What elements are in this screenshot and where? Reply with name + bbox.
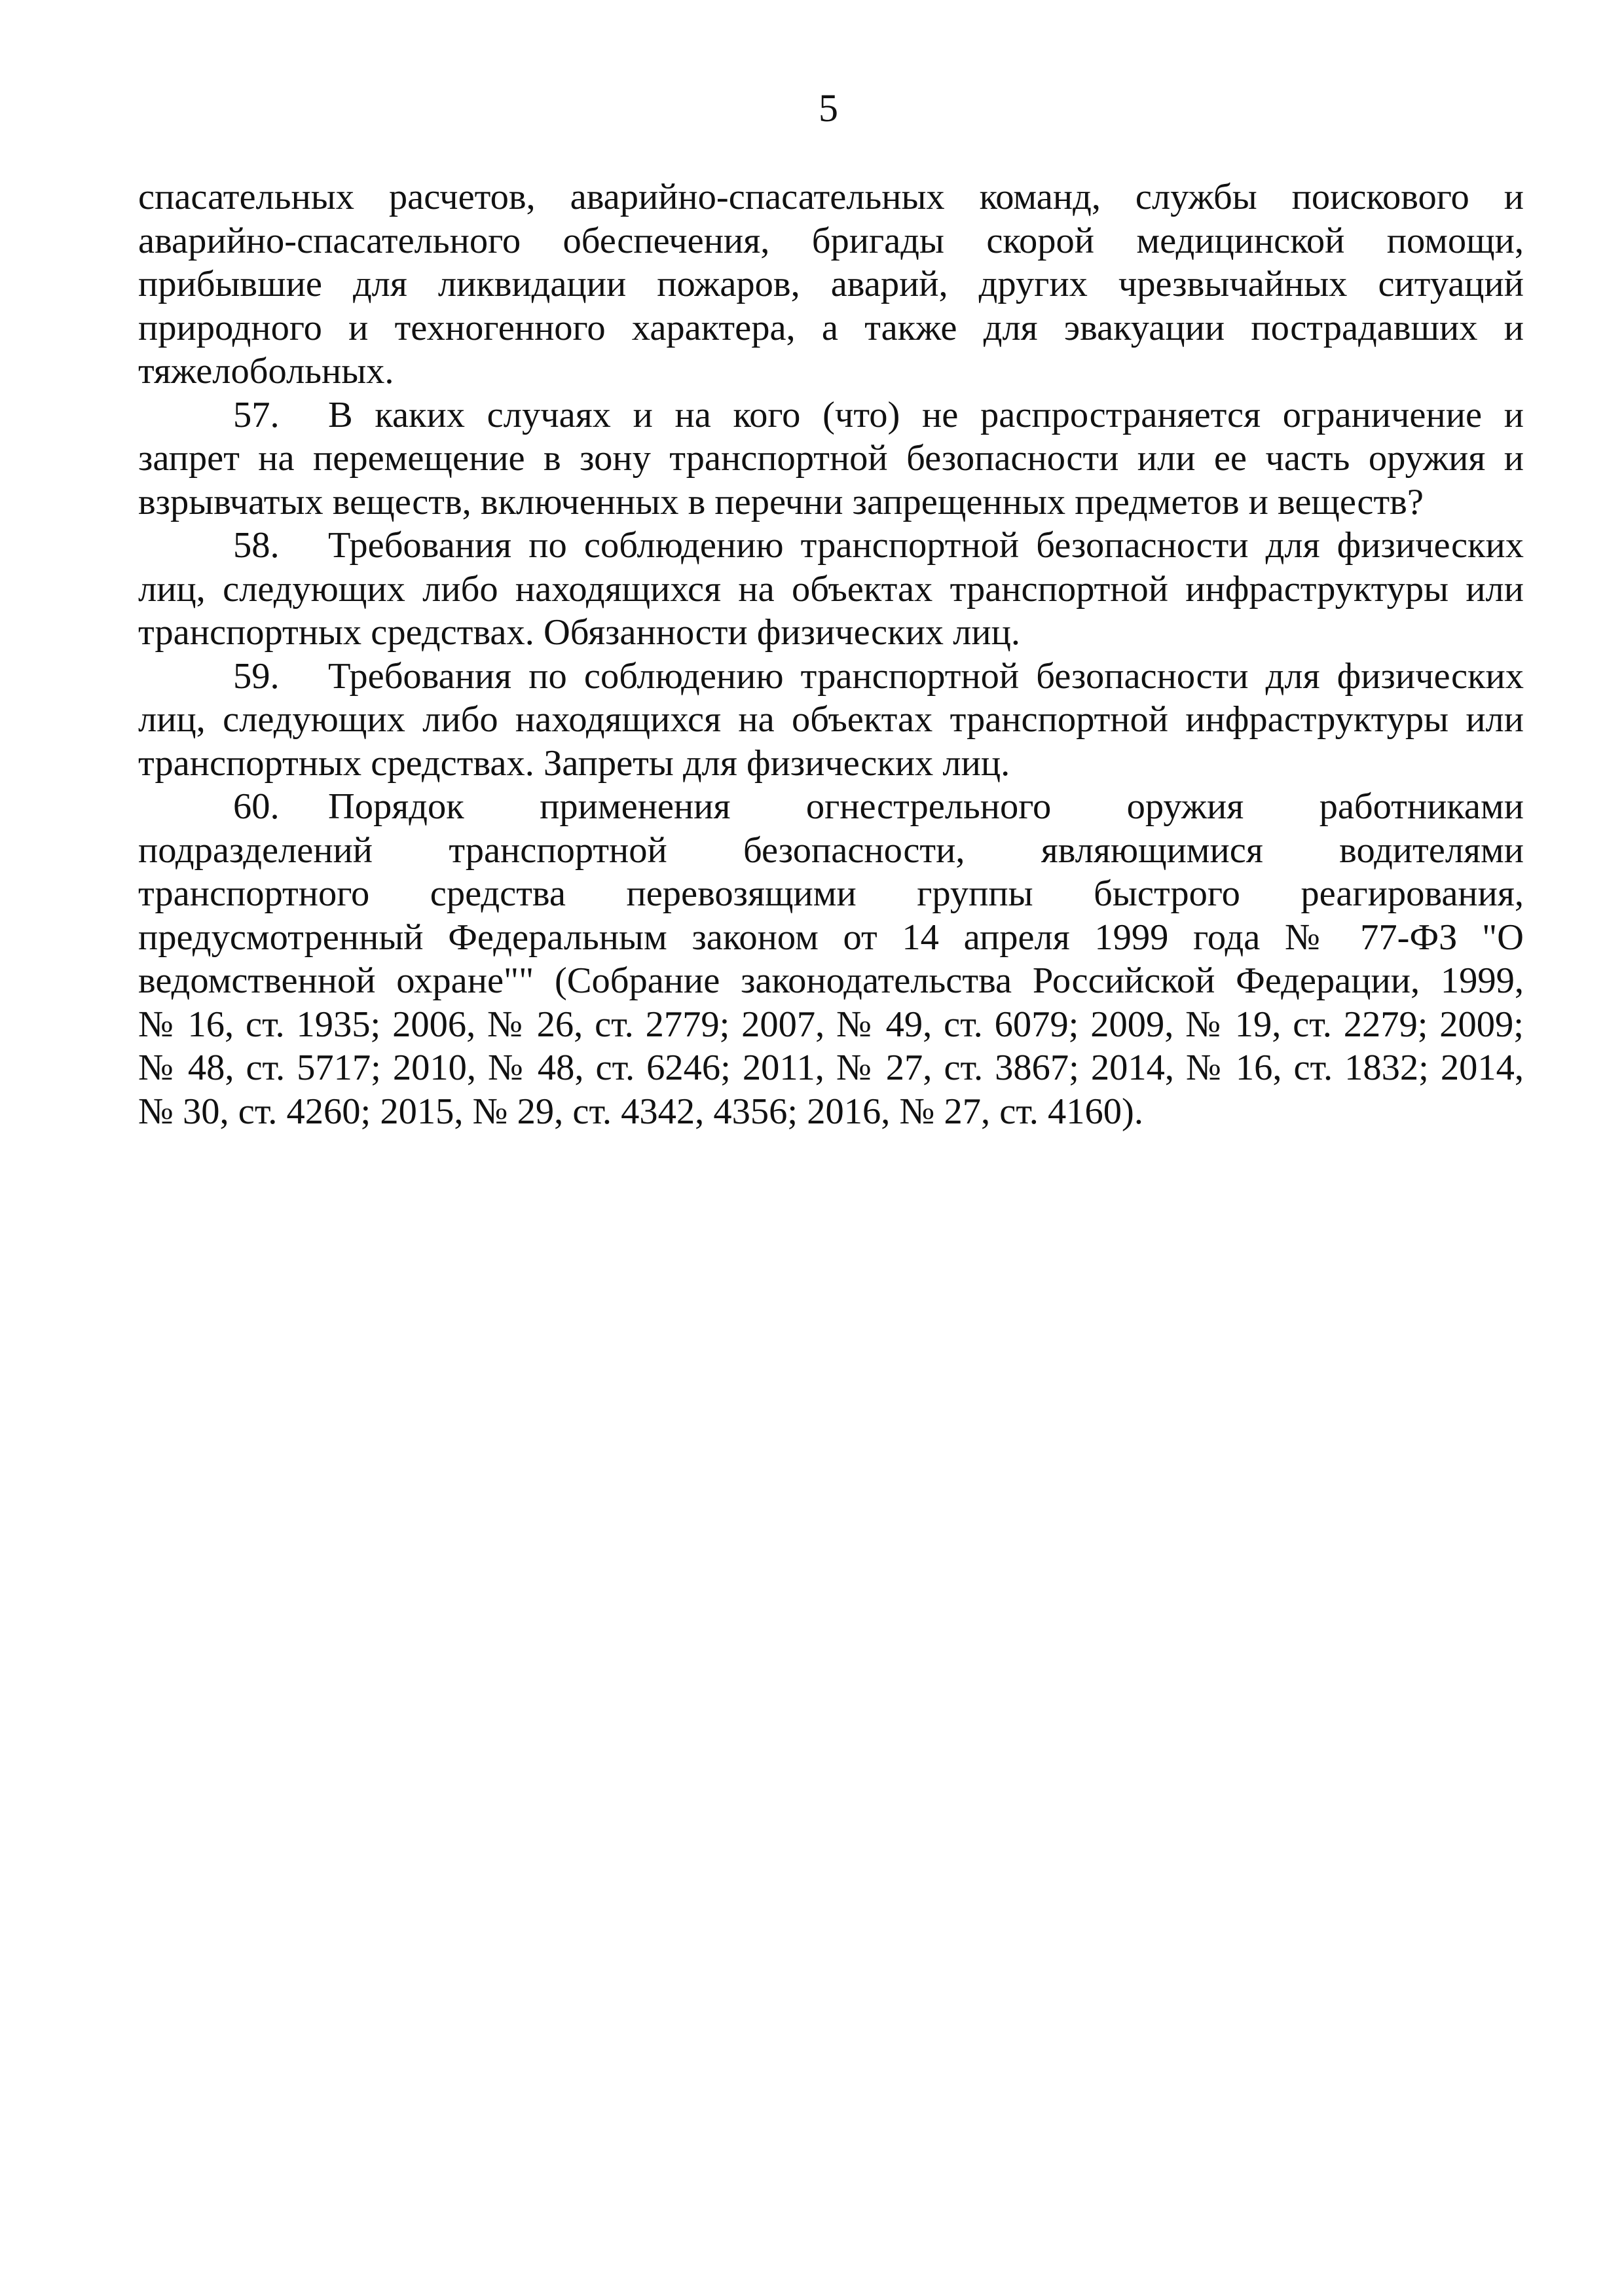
item-text: Порядок применения огнестрельного оружия работниками [328, 786, 1524, 827]
item-number: 58. [233, 525, 280, 566]
item-text: В каких случаях и на кого (что) не распространяется ограничение и [328, 394, 1524, 435]
document-body [138, 175, 1524, 1133]
text-line: спасательных расчетов, аварийно-спасательных команд, службы поискового и [138, 177, 1524, 217]
text-line: № 48, ст. 5717; 2010, № 48, ст. 6246; 2011, № 27, ст. 3867; 2014, № 16, ст. 1832; 2014, [138, 1048, 1524, 1088]
paragraph-59 [138, 655, 1524, 786]
text-line: лиц, следующих либо находящихся на объектах транспортной инфраструктуры или [138, 699, 1524, 740]
text-line [138, 524, 1524, 568]
item-number: 60. [233, 786, 280, 827]
paragraph-57 [138, 393, 1524, 524]
text-line: ведомственной охране"" (Собрание законодательства Российской Федерации, 1999, [138, 960, 1524, 1001]
text-line: № 16, ст. 1935; 2006, № 26, ст. 2779; 2007, № 49, ст. 6079; 2009, № 19, ст. 2279; 2009; [138, 1004, 1524, 1045]
item-number: 59. [233, 655, 280, 697]
text-line [138, 655, 1524, 699]
text-line: транспортных средствах. Запреты для физических лиц. [138, 742, 1010, 784]
text-line: взрывчатых веществ, включенных в перечни запрещенных предметов и веществ? [138, 481, 1424, 522]
item-text: Требования по соблюдению транспортной безопасности для физических [328, 525, 1524, 566]
item-number: 57. [233, 394, 280, 435]
text-line [138, 393, 1524, 437]
item-text: Требования по соблюдению транспортной безопасности для физических [328, 655, 1524, 697]
text-line: запрет на перемещение в зону транспортной безопасности или ее часть оружия и [138, 438, 1524, 479]
text-line: транспортных средствах. Обязанности физических лиц. [138, 612, 1020, 653]
text-line: № 30, ст. 4260; 2015, № 29, ст. 4342, 4356; 2016, № 27, ст. 4160). [138, 1091, 1143, 1132]
text-line: аварийно-спасательного обеспечения, бригады скорой медицинской помощи, [138, 220, 1524, 261]
text-line: прибывшие для ликвидации пожаров, аварий, других чрезвычайных ситуаций [138, 264, 1524, 304]
paragraph-58 [138, 524, 1524, 655]
text-line: транспортного средства перевозящими группы быстрого реагирования, [138, 873, 1524, 914]
paragraph-60 [138, 785, 1524, 1133]
text-line: лиц, следующих либо находящихся на объектах транспортной инфраструктуры или [138, 568, 1524, 610]
text-line: природного и техногенного характера, а также для эвакуации пострадавших и [138, 307, 1524, 348]
text-line: подразделений транспортной безопасности, являющимися водителями [138, 829, 1524, 871]
page-number: 5 [819, 86, 838, 130]
text-line: предусмотренный Федеральным законом от 14 апреля 1999 года № 77-ФЗ "О [138, 917, 1524, 958]
text-line: тяжелобольных. [138, 351, 394, 392]
text-line [138, 785, 1524, 829]
paragraph-continuation [138, 175, 1524, 393]
